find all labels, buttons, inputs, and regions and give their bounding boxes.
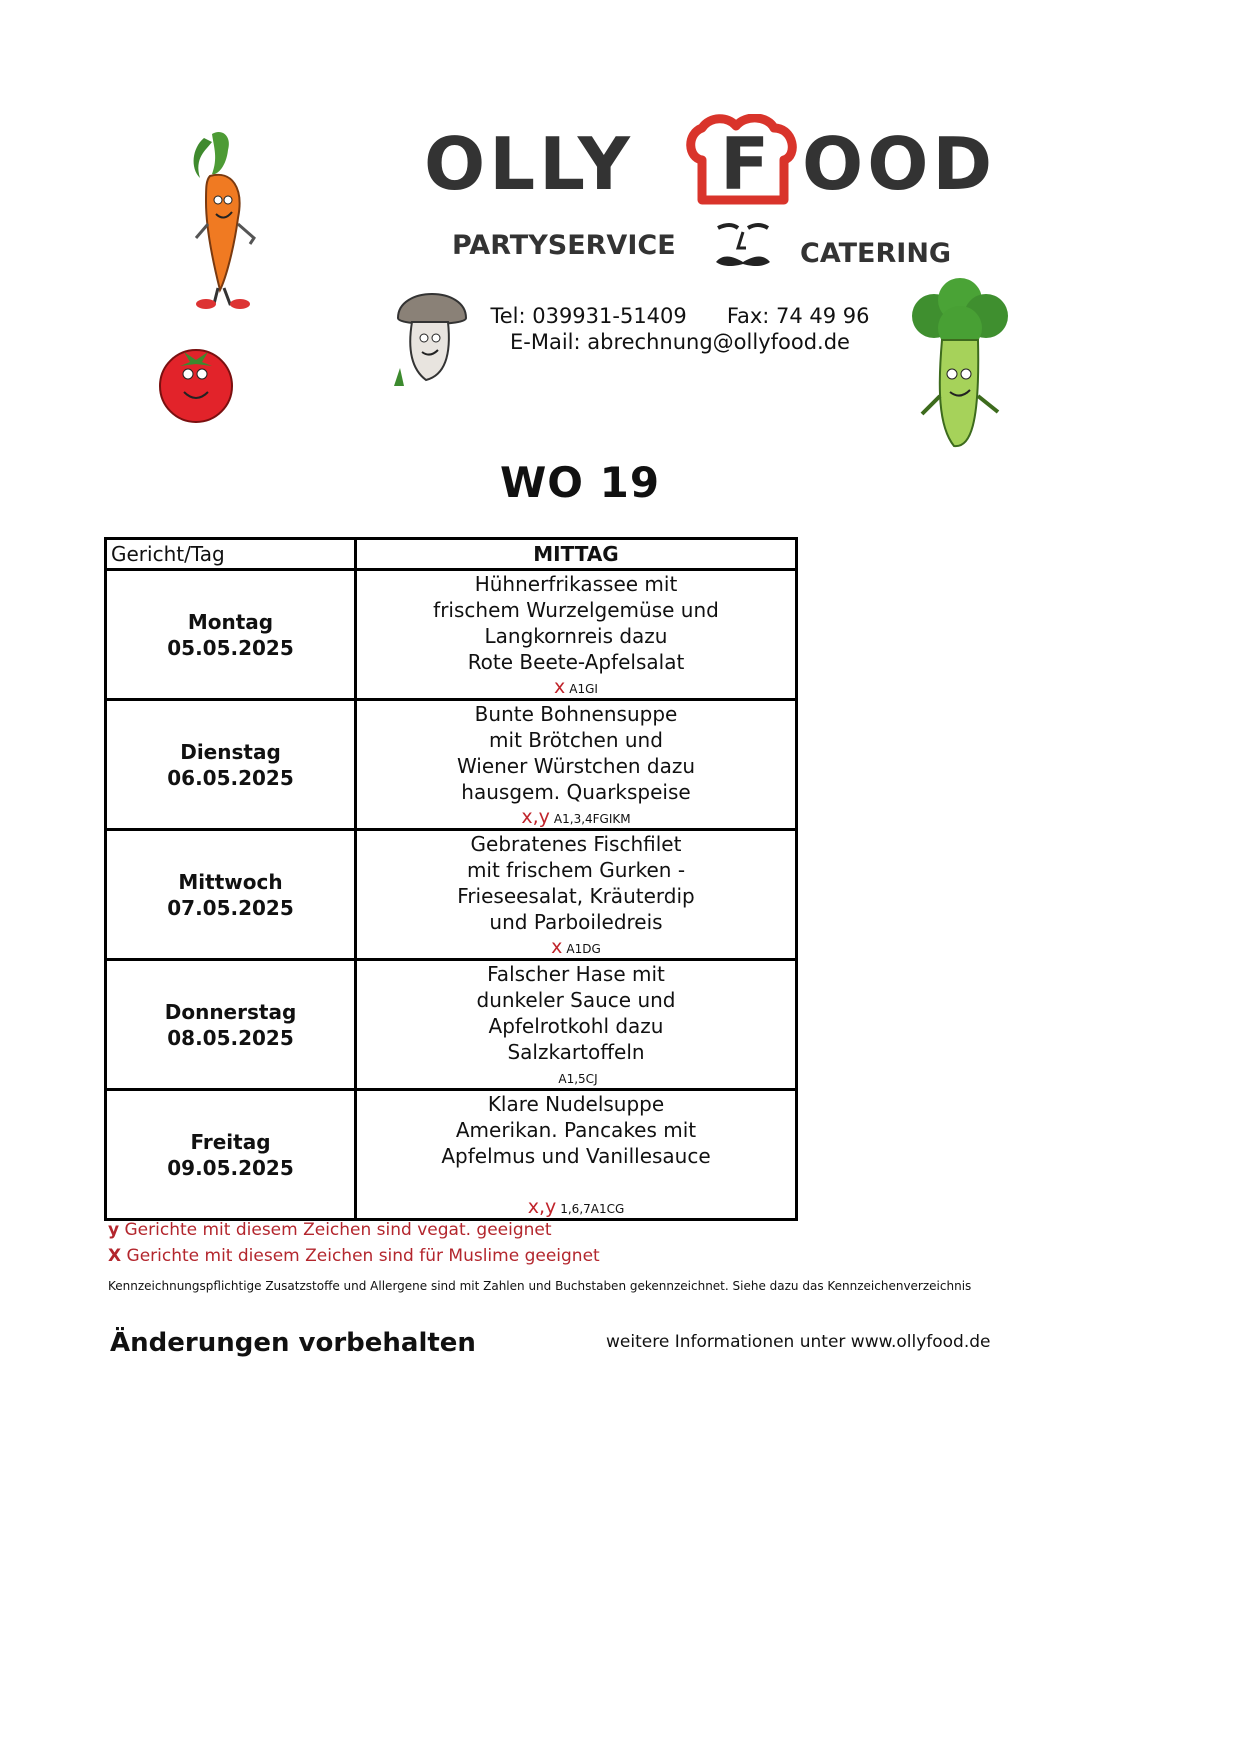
allergen-footnote: Kennzeichnungspflichtige Zusatzstoffe und Allergene sind mit Zahlen und Buchstaben gekennzeichnet. Siehe dazu das Kennzeichenverzeichnis	[108, 1279, 972, 1293]
table-row	[106, 830, 797, 960]
carrot-mascot-icon	[182, 128, 282, 312]
contact-line: Tel: 039931-51409 Fax: 74 49 96	[490, 304, 870, 328]
legend-x-symbol: X	[108, 1246, 122, 1266]
meal-cell	[356, 830, 797, 960]
chef-face-icon	[708, 218, 778, 276]
meal-line: und Parboiledreis	[489, 910, 663, 934]
day-cell	[106, 830, 356, 960]
legend-y-symbol: y	[108, 1220, 120, 1240]
week-title: WO 19	[499, 458, 661, 507]
meal-cell	[356, 700, 797, 830]
allergen-codes: A1GI	[569, 682, 598, 696]
day-name: Freitag	[190, 1129, 271, 1154]
day-date: 05.05.2025	[167, 635, 294, 660]
day-date: 07.05.2025	[167, 895, 294, 920]
diet-symbol: x,y	[527, 1196, 557, 1218]
meal-line: Klare Nudelsuppe	[487, 1092, 665, 1116]
tomato-mascot-icon	[154, 340, 238, 424]
diet-symbol: x,y	[521, 806, 550, 828]
logo-word-ood: OOD	[802, 122, 997, 206]
meal-line: Wiener Würstchen dazu	[456, 754, 696, 778]
day-cell	[106, 570, 356, 700]
logo-tagline-catering: CATERING	[800, 238, 952, 269]
legend-muslim	[108, 1248, 600, 1265]
allergen-codes: A1,5CJ	[558, 1072, 598, 1086]
meal-line: Hühnerfrikassee mit	[474, 572, 678, 596]
meal-line: Langkornreis dazu	[484, 624, 668, 648]
meal-line: mit frischem Gurken -	[466, 858, 686, 882]
meal-line: Gebratenes Fischfilet	[470, 832, 682, 856]
table-row	[106, 960, 797, 1090]
header-meal: MITTAG	[356, 539, 797, 570]
meal-cell	[356, 570, 797, 700]
day-date: 09.05.2025	[167, 1155, 294, 1180]
broccoli-mascot-icon	[904, 276, 1016, 458]
meal-marks	[357, 1198, 795, 1217]
logo-word-olly: OLLY	[424, 122, 634, 206]
meal-line: Bunte Bohnensuppe	[474, 702, 678, 726]
header-day: Gericht/Tag	[106, 539, 356, 570]
logo-letter-f: F	[720, 122, 774, 206]
day-name: Dienstag	[180, 739, 281, 764]
diet-symbol: x	[551, 936, 563, 958]
day-name: Donnerstag	[164, 999, 297, 1024]
day-cell	[106, 700, 356, 830]
table-row	[106, 700, 797, 830]
day-cell	[106, 1090, 356, 1220]
meal-line: Falscher Hase mit	[487, 962, 665, 986]
more-info: weitere Informationen unter www.ollyfood.de	[606, 1332, 991, 1352]
meal-line: Amerikan. Pancakes mit	[455, 1118, 697, 1142]
legend-y-text: Gerichte mit diesem Zeichen sind vegat. geeignet	[124, 1220, 552, 1240]
meal-line: Apfelmus und Vanillesauce	[441, 1144, 711, 1168]
day-cell	[106, 960, 356, 1090]
meal-line: frischem Wurzelgemüse und	[433, 598, 719, 622]
meal-cell	[356, 1090, 797, 1220]
legend-vegetarian	[108, 1222, 552, 1239]
meal-line: mit Brötchen und	[489, 728, 663, 752]
day-name: Mittwoch	[178, 869, 283, 894]
meal-marks	[357, 1068, 795, 1087]
allergen-codes: A1,3,4FGIKM	[553, 812, 631, 826]
allergen-codes: A1DG	[566, 942, 601, 956]
changes-reserved: Änderungen vorbehalten	[110, 1328, 476, 1358]
meal-line: dunkeler Sauce und	[476, 988, 676, 1012]
meal-marks	[357, 678, 795, 697]
table-row	[106, 1090, 797, 1220]
table-row	[106, 570, 797, 700]
meal-marks	[357, 808, 795, 827]
meal-marks	[357, 938, 795, 957]
email-line: E-Mail: abrechnung@ollyfood.de	[510, 330, 850, 354]
meal-line: hausgem. Quarkspeise	[461, 780, 691, 804]
day-date: 06.05.2025	[167, 765, 294, 790]
allergen-codes: 1,6,7A1CG	[560, 1202, 625, 1216]
meal-line: Frieseesalat, Kräuterdip	[457, 884, 695, 908]
logo-tagline-partyservice: PARTYSERVICE	[452, 230, 676, 261]
day-name: Montag	[187, 609, 274, 634]
day-date: 08.05.2025	[167, 1025, 294, 1050]
legend-x-text: Gerichte mit diesem Zeichen sind für Muslime geeignet	[126, 1246, 600, 1266]
table-header-row	[106, 539, 797, 570]
meal-line: Rote Beete-Apfelsalat	[467, 650, 685, 674]
menu-table	[104, 537, 798, 1221]
meal-cell	[356, 960, 797, 1090]
meal-line: Apfelrotkohl dazu	[488, 1014, 664, 1038]
meal-line: Salzkartoffeln	[507, 1040, 645, 1064]
diet-symbol: x	[554, 676, 566, 698]
